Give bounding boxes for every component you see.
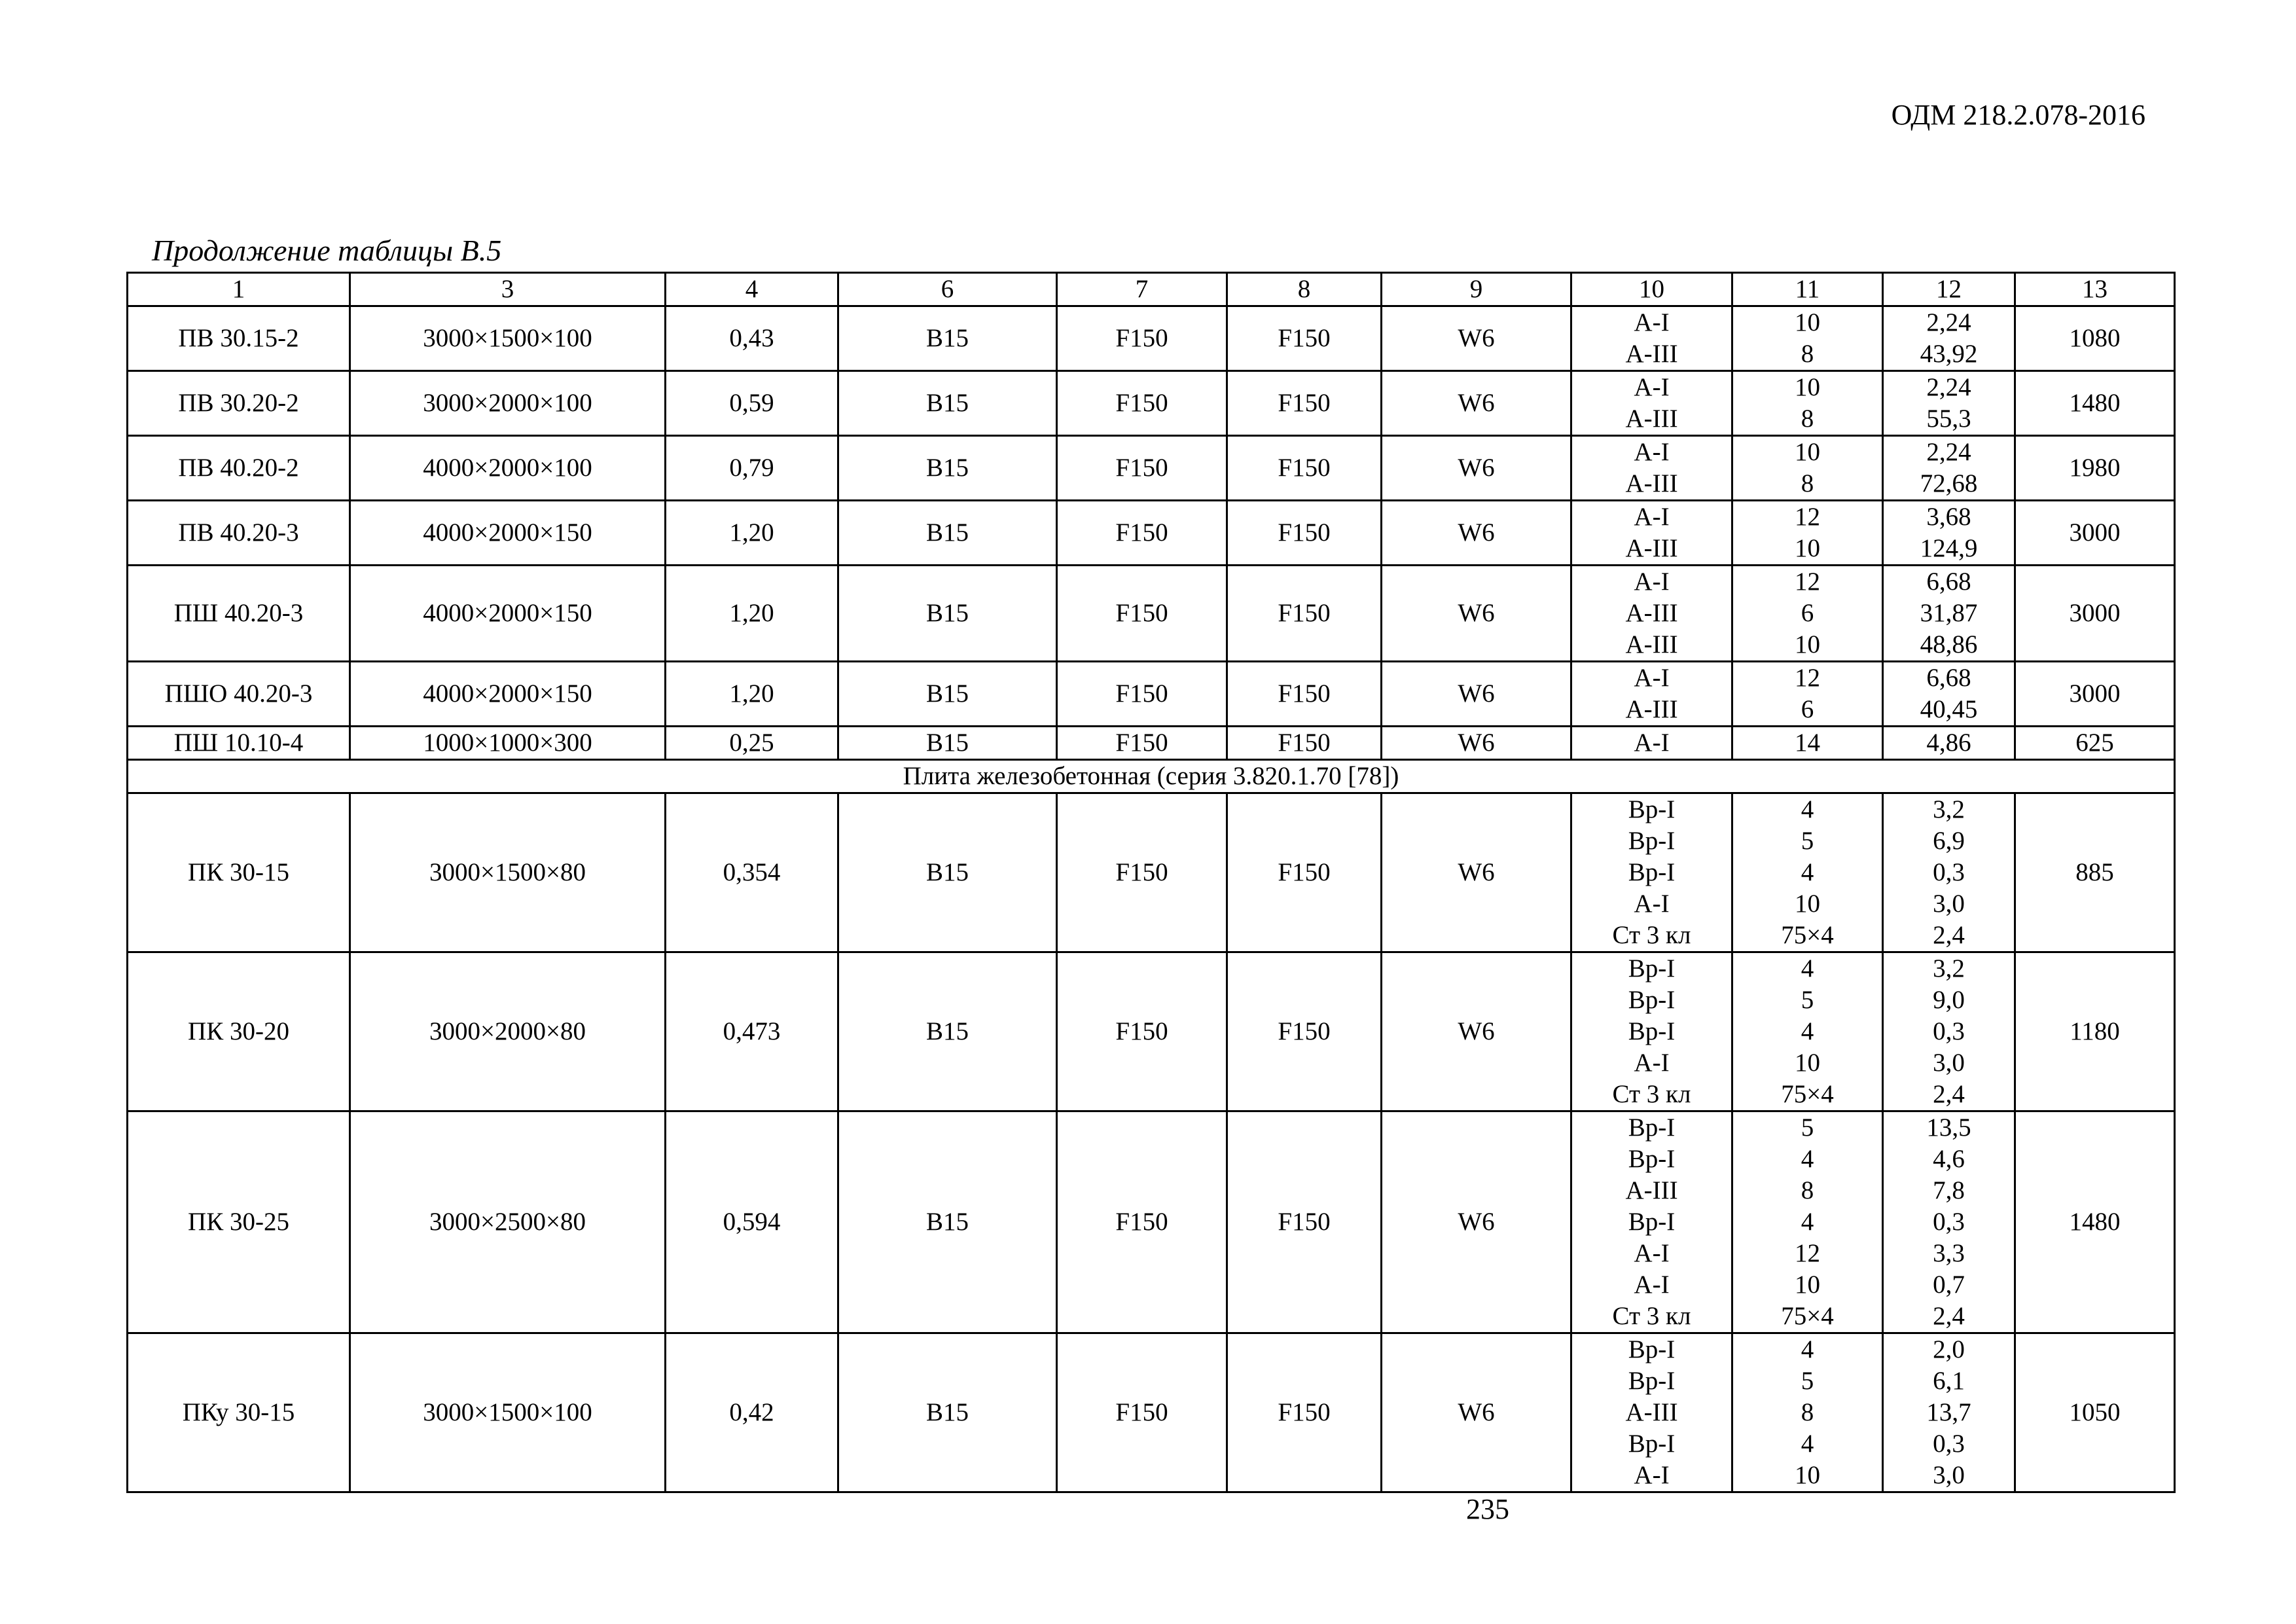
product-mark: ПКу 30-15 <box>128 1333 350 1492</box>
water-resistance: W6 <box>1382 662 1571 727</box>
table-row <box>128 952 2175 1111</box>
concrete-volume: 1,20 <box>666 662 838 727</box>
table-row <box>128 793 2175 952</box>
item-mass: 885 <box>2015 793 2175 952</box>
rebar-class-line: Вр-I <box>1628 1017 1676 1045</box>
rebar-diameter-line: 4 <box>1801 954 1814 983</box>
rebar-mass <box>1883 1111 2015 1333</box>
rebar-class-line: A-III <box>1625 534 1678 562</box>
rebar-diameter-line: 75×4 <box>1781 1302 1834 1330</box>
item-mass: 1180 <box>2015 952 2175 1111</box>
rebar-class-line: Вр-I <box>1628 1367 1676 1395</box>
rebar-class-line: Вр-I <box>1628 1430 1676 1458</box>
rebar-diameter-line: 10 <box>1795 373 1820 401</box>
concrete-volume: 0,594 <box>666 1111 838 1333</box>
rebar-mass-line: 0,3 <box>1933 1017 1965 1045</box>
frost-resistance-1: F150 <box>1057 952 1227 1111</box>
frost-resistance-2: F150 <box>1227 436 1382 501</box>
rebar-mass-line: 0,3 <box>1933 1430 1965 1458</box>
concrete-class: В15 <box>838 727 1057 760</box>
concrete-volume: 1,20 <box>666 501 838 566</box>
section-row <box>128 760 2175 793</box>
rebar-mass <box>1883 727 2015 760</box>
frost-resistance-2: F150 <box>1227 793 1382 952</box>
rebar-mass-line: 2,24 <box>1926 373 1971 401</box>
rebar-mass-line: 3,0 <box>1933 1461 1965 1489</box>
rebar-mass-line: 0,7 <box>1933 1271 1965 1299</box>
rebar-diameter-line: 5 <box>1801 1113 1814 1142</box>
rebar-diameter-line: 12 <box>1795 503 1820 531</box>
rebar-class-line: A-III <box>1625 340 1678 368</box>
rebar-class-line: Вр-I <box>1628 986 1676 1014</box>
column-header: 11 <box>1732 273 1883 306</box>
item-mass: 1980 <box>2015 436 2175 501</box>
dimensions: 4000×2000×100 <box>350 436 666 501</box>
rebar-diameter-line: 8 <box>1801 1176 1814 1204</box>
product-mark: ПШ 40.20-3 <box>128 566 350 662</box>
rebar-mass <box>1883 952 2015 1111</box>
concrete-volume: 0,25 <box>666 727 838 760</box>
rebar-diameter-line: 5 <box>1801 1367 1814 1395</box>
rebar-class-line: Вр-I <box>1628 1208 1676 1236</box>
concrete-class: В15 <box>838 566 1057 662</box>
rebar-diameter-line: 75×4 <box>1781 921 1834 949</box>
column-header: 9 <box>1382 273 1571 306</box>
rebar-class-line: A-I <box>1634 373 1670 401</box>
rebar-diameter-line: 12 <box>1795 568 1820 596</box>
dimensions: 3000×2000×100 <box>350 371 666 436</box>
product-mark: ПК 30-20 <box>128 952 350 1111</box>
rebar-class <box>1571 306 1732 371</box>
rebar-diameter-line: 10 <box>1795 1271 1820 1299</box>
dimensions: 3000×1500×100 <box>350 306 666 371</box>
frost-resistance-2: F150 <box>1227 566 1382 662</box>
rebar-mass <box>1883 306 2015 371</box>
rebar-diameter-line: 10 <box>1795 308 1820 336</box>
rebar-mass-line: 3,2 <box>1933 954 1965 983</box>
product-mark: ПК 30-15 <box>128 793 350 952</box>
rebar-mass-line: 2,24 <box>1926 308 1971 336</box>
water-resistance: W6 <box>1382 1111 1571 1333</box>
product-mark: ПК 30-25 <box>128 1111 350 1333</box>
frost-resistance-1: F150 <box>1057 306 1227 371</box>
rebar-class <box>1571 501 1732 566</box>
rebar-mass-line: 2,0 <box>1933 1335 1965 1363</box>
item-mass: 3000 <box>2015 501 2175 566</box>
rebar-mass-line: 2,4 <box>1933 1080 1965 1108</box>
concrete-volume: 0,43 <box>666 306 838 371</box>
rebar-diameter <box>1732 952 1883 1111</box>
concrete-class: В15 <box>838 306 1057 371</box>
rebar-diameter-line: 10 <box>1795 534 1820 562</box>
item-mass: 1480 <box>2015 371 2175 436</box>
rebar-mass <box>1883 1333 2015 1492</box>
rebar-diameter-line: 12 <box>1795 664 1820 692</box>
rebar-mass-line: 72,68 <box>1920 469 1978 497</box>
rebar-mass-line: 6,68 <box>1926 664 1971 692</box>
table-body <box>128 306 2175 1492</box>
column-header: 10 <box>1571 273 1732 306</box>
dimensions: 3000×2500×80 <box>350 1111 666 1333</box>
rebar-mass-line: 48,86 <box>1920 630 1978 659</box>
frost-resistance-2: F150 <box>1227 1333 1382 1492</box>
rebar-class-line: Вр-I <box>1628 1335 1676 1363</box>
frost-resistance-2: F150 <box>1227 501 1382 566</box>
dimensions: 4000×2000×150 <box>350 662 666 727</box>
rebar-mass-line: 3,0 <box>1933 1049 1965 1077</box>
frost-resistance-1: F150 <box>1057 566 1227 662</box>
product-mark: ПШ 10.10-4 <box>128 727 350 760</box>
rebar-mass-line: 40,45 <box>1920 695 1978 723</box>
table-row <box>128 727 2175 760</box>
rebar-mass-line: 43,92 <box>1920 340 1978 368</box>
frost-resistance-1: F150 <box>1057 727 1227 760</box>
table-row <box>128 436 2175 501</box>
rebar-class <box>1571 1333 1732 1492</box>
table-row <box>128 1111 2175 1333</box>
rebar-diameter-line: 4 <box>1801 795 1814 823</box>
rebar-diameter <box>1732 566 1883 662</box>
rebar-class-line: Вр-I <box>1628 1113 1676 1142</box>
rebar-class-line: A-I <box>1634 503 1670 531</box>
rebar-mass <box>1883 566 2015 662</box>
rebar-class <box>1571 662 1732 727</box>
dimensions: 3000×1500×80 <box>350 793 666 952</box>
rebar-mass-line: 4,6 <box>1933 1145 1965 1173</box>
rebar-mass-line: 7,8 <box>1933 1176 1965 1204</box>
rebar-class-line: A-III <box>1625 405 1678 433</box>
product-mark: ПВ 30.15-2 <box>128 306 350 371</box>
water-resistance: W6 <box>1382 306 1571 371</box>
table-caption: Продолжение таблицы В.5 <box>152 234 502 267</box>
rebar-mass-line: 3,68 <box>1926 503 1971 531</box>
rebar-diameter-line: 8 <box>1801 340 1814 368</box>
item-mass: 1050 <box>2015 1333 2175 1492</box>
rebar-mass-line: 3,2 <box>1933 795 1965 823</box>
column-header: 4 <box>666 273 838 306</box>
frost-resistance-2: F150 <box>1227 1111 1382 1333</box>
table-row <box>128 371 2175 436</box>
rebar-diameter <box>1732 662 1883 727</box>
rebar-class <box>1571 1111 1732 1333</box>
rebar-diameter-line: 4 <box>1801 1017 1814 1045</box>
rebar-diameter-line: 5 <box>1801 827 1814 855</box>
rebar-mass <box>1883 436 2015 501</box>
rebar-mass <box>1883 371 2015 436</box>
concrete-class: В15 <box>838 1111 1057 1333</box>
rebar-diameter-line: 10 <box>1795 1461 1820 1489</box>
column-header: 8 <box>1227 273 1382 306</box>
rebar-mass <box>1883 501 2015 566</box>
rebar-mass-line: 4,86 <box>1926 729 1971 757</box>
item-mass: 625 <box>2015 727 2175 760</box>
rebar-diameter <box>1732 306 1883 371</box>
rebar-mass <box>1883 662 2015 727</box>
frost-resistance-2: F150 <box>1227 727 1382 760</box>
rebar-diameter-line: 8 <box>1801 469 1814 497</box>
rebar-diameter-line: 8 <box>1801 1398 1814 1426</box>
rebar-class-line: A-I <box>1634 664 1670 692</box>
table-row <box>128 566 2175 662</box>
rebar-class-line: Ст 3 кл <box>1612 1080 1691 1108</box>
concrete-class: В15 <box>838 662 1057 727</box>
dimensions: 3000×2000×80 <box>350 952 666 1111</box>
column-header: 13 <box>2015 273 2175 306</box>
rebar-class-line: A-I <box>1634 308 1670 336</box>
column-header: 7 <box>1057 273 1227 306</box>
rebar-class-line: Вр-I <box>1628 954 1676 983</box>
concrete-class: В15 <box>838 436 1057 501</box>
dimensions: 4000×2000×150 <box>350 501 666 566</box>
rebar-diameter-line: 75×4 <box>1781 1080 1834 1108</box>
rebar-class <box>1571 793 1732 952</box>
rebar-class-line: A-I <box>1634 1239 1670 1267</box>
rebar-class-line: A-III <box>1625 630 1678 659</box>
rebar-diameter <box>1732 727 1883 760</box>
frost-resistance-2: F150 <box>1227 306 1382 371</box>
rebar-class-line: A-I <box>1634 890 1670 918</box>
rebar-class-line: A-I <box>1634 1271 1670 1299</box>
page-number: 235 <box>1466 1493 1509 1525</box>
rebar-mass-line: 0,3 <box>1933 1208 1965 1236</box>
product-mark: ПВ 40.20-2 <box>128 436 350 501</box>
specification-table <box>126 272 2176 1493</box>
rebar-class-line: Вр-I <box>1628 827 1676 855</box>
rebar-diameter <box>1732 793 1883 952</box>
document-code: ОДМ 218.2.078-2016 <box>1891 99 2145 131</box>
rebar-diameter-line: 8 <box>1801 405 1814 433</box>
dimensions: 1000×1000×300 <box>350 727 666 760</box>
column-header: 1 <box>128 273 350 306</box>
rebar-mass-line: 124,9 <box>1920 534 1978 562</box>
frost-resistance-2: F150 <box>1227 952 1382 1111</box>
rebar-mass-line: 0,3 <box>1933 858 1965 886</box>
water-resistance: W6 <box>1382 952 1571 1111</box>
rebar-class-line: A-III <box>1625 469 1678 497</box>
rebar-class-line: A-I <box>1634 1461 1670 1489</box>
rebar-mass-line: 3,3 <box>1933 1239 1965 1267</box>
rebar-diameter-line: 12 <box>1795 1239 1820 1267</box>
concrete-volume: 0,59 <box>666 371 838 436</box>
rebar-diameter-line: 10 <box>1795 890 1820 918</box>
rebar-class-line: Ст 3 кл <box>1612 921 1691 949</box>
rebar-class-line: A-I <box>1634 568 1670 596</box>
rebar-diameter <box>1732 1333 1883 1492</box>
rebar-mass-line: 2,4 <box>1933 1302 1965 1330</box>
dimensions: 4000×2000×150 <box>350 566 666 662</box>
concrete-volume: 0,79 <box>666 436 838 501</box>
frost-resistance-1: F150 <box>1057 1333 1227 1492</box>
table-row <box>128 501 2175 566</box>
section-title: Плита железобетонная (серия 3.820.1.70 [78]) <box>128 760 2175 793</box>
rebar-class <box>1571 436 1732 501</box>
item-mass: 3000 <box>2015 566 2175 662</box>
rebar-class-line: A-III <box>1625 1176 1678 1204</box>
rebar-diameter-line: 6 <box>1801 695 1814 723</box>
table-row <box>128 306 2175 371</box>
rebar-mass-line: 9,0 <box>1933 986 1965 1014</box>
rebar-class-line: A-III <box>1625 695 1678 723</box>
rebar-diameter-line: 10 <box>1795 630 1820 659</box>
water-resistance: W6 <box>1382 793 1571 952</box>
rebar-diameter-line: 6 <box>1801 599 1814 627</box>
product-mark: ПВ 40.20-3 <box>128 501 350 566</box>
rebar-class-line: A-III <box>1625 599 1678 627</box>
rebar-class-line: A-I <box>1634 729 1670 757</box>
concrete-class: В15 <box>838 793 1057 952</box>
rebar-diameter-line: 4 <box>1801 1430 1814 1458</box>
rebar-mass-line: 13,7 <box>1926 1398 1971 1426</box>
rebar-mass-line: 55,3 <box>1926 405 1971 433</box>
concrete-volume: 0,354 <box>666 793 838 952</box>
rebar-diameter-line: 10 <box>1795 1049 1820 1077</box>
frost-resistance-1: F150 <box>1057 793 1227 952</box>
rebar-mass-line: 13,5 <box>1926 1113 1971 1142</box>
rebar-class <box>1571 952 1732 1111</box>
rebar-mass-line: 6,1 <box>1933 1367 1965 1395</box>
rebar-diameter-line: 4 <box>1801 1335 1814 1363</box>
rebar-class <box>1571 727 1732 760</box>
water-resistance: W6 <box>1382 501 1571 566</box>
rebar-diameter-line: 4 <box>1801 1145 1814 1173</box>
rebar-diameter-line: 10 <box>1795 438 1820 466</box>
water-resistance: W6 <box>1382 1333 1571 1492</box>
concrete-class: В15 <box>838 952 1057 1111</box>
rebar-diameter-line: 5 <box>1801 986 1814 1014</box>
rebar-class-line: Вр-I <box>1628 795 1676 823</box>
rebar-diameter <box>1732 501 1883 566</box>
rebar-diameter-line: 4 <box>1801 1208 1814 1236</box>
frost-resistance-1: F150 <box>1057 662 1227 727</box>
item-mass: 1080 <box>2015 306 2175 371</box>
dimensions: 3000×1500×100 <box>350 1333 666 1492</box>
rebar-mass <box>1883 793 2015 952</box>
concrete-volume: 0,42 <box>666 1333 838 1492</box>
rebar-class-line: Вр-I <box>1628 1145 1676 1173</box>
frost-resistance-1: F150 <box>1057 436 1227 501</box>
rebar-diameter <box>1732 1111 1883 1333</box>
product-mark: ПШО 40.20-3 <box>128 662 350 727</box>
rebar-class <box>1571 566 1732 662</box>
rebar-class-line: A-III <box>1625 1398 1678 1426</box>
item-mass: 3000 <box>2015 662 2175 727</box>
frost-resistance-2: F150 <box>1227 662 1382 727</box>
rebar-class <box>1571 371 1732 436</box>
rebar-diameter-line: 14 <box>1795 729 1820 757</box>
concrete-volume: 0,473 <box>666 952 838 1111</box>
water-resistance: W6 <box>1382 566 1571 662</box>
column-header: 3 <box>350 273 666 306</box>
water-resistance: W6 <box>1382 727 1571 760</box>
column-header: 12 <box>1883 273 2015 306</box>
concrete-class: В15 <box>838 1333 1057 1492</box>
rebar-diameter <box>1732 371 1883 436</box>
concrete-volume: 1,20 <box>666 566 838 662</box>
column-header: 6 <box>838 273 1057 306</box>
water-resistance: W6 <box>1382 436 1571 501</box>
table-row <box>128 1333 2175 1492</box>
frost-resistance-1: F150 <box>1057 501 1227 566</box>
rebar-mass-line: 6,68 <box>1926 568 1971 596</box>
rebar-mass-line: 31,87 <box>1920 599 1978 627</box>
concrete-class: В15 <box>838 501 1057 566</box>
rebar-mass-line: 2,24 <box>1926 438 1971 466</box>
rebar-class-line: A-I <box>1634 1049 1670 1077</box>
header-row <box>128 273 2175 306</box>
rebar-diameter-line: 4 <box>1801 858 1814 886</box>
concrete-class: В15 <box>838 371 1057 436</box>
item-mass: 1480 <box>2015 1111 2175 1333</box>
rebar-diameter <box>1732 436 1883 501</box>
frost-resistance-2: F150 <box>1227 371 1382 436</box>
frost-resistance-1: F150 <box>1057 1111 1227 1333</box>
rebar-mass-line: 2,4 <box>1933 921 1965 949</box>
water-resistance: W6 <box>1382 371 1571 436</box>
rebar-mass-line: 6,9 <box>1933 827 1965 855</box>
rebar-class-line: Вр-I <box>1628 858 1676 886</box>
frost-resistance-1: F150 <box>1057 371 1227 436</box>
product-mark: ПВ 30.20-2 <box>128 371 350 436</box>
rebar-mass-line: 3,0 <box>1933 890 1965 918</box>
rebar-class-line: Ст 3 кл <box>1612 1302 1691 1330</box>
table-row <box>128 662 2175 727</box>
rebar-class-line: A-I <box>1634 438 1670 466</box>
